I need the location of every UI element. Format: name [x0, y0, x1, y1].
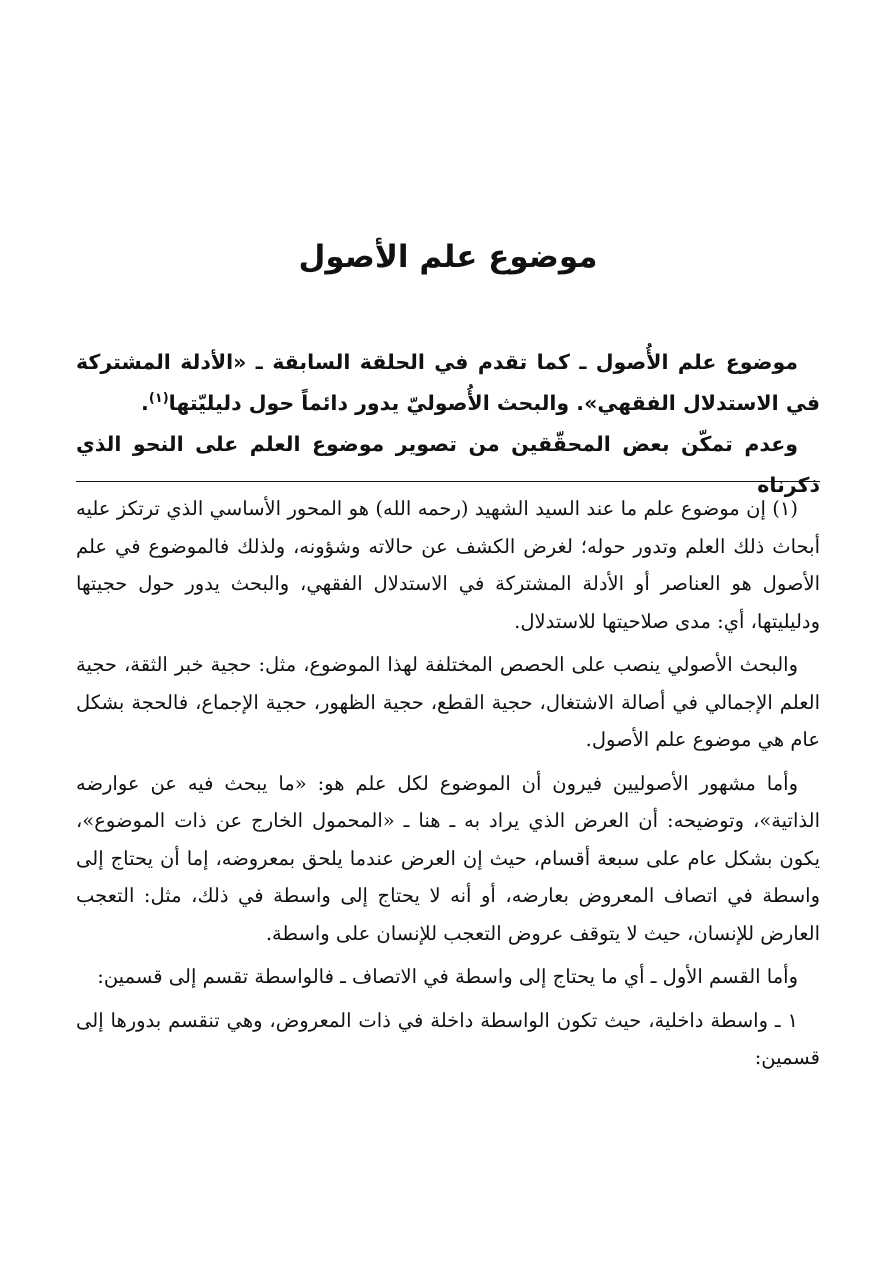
footnote-separator — [76, 481, 820, 482]
footnote-paragraph: والبحث الأصولي ينصب على الحصص المختلفة لهذا الموضوع، مثل: حجية خبر الثقة، حجية العلم الإجمالي في أصالة الاشتغال، حجية القطع، حجية الظهور، حجية الإجماع، فالحجة بشكل عام هي موضوع علم الأصول. — [76, 653, 820, 751]
main-paragraph-text: موضوع علم الأُصول ـ كما تقدم في الحلقة السابقة ـ «الأدلة المشتركة في الاستدلال الفقهي». والبحث الأُصوليّ يدور دائماً حول دليليّتها — [76, 350, 820, 415]
footnotes-section — [76, 490, 820, 1083]
page-title: موضوع علم الأصول — [298, 239, 598, 275]
main-paragraph: وعدم تمكّن بعض المحقّقين من تصوير موضوع العلم على النحو الذي ذكرناه — [76, 432, 820, 497]
footnote-paragraph: وأما القسم الأول ـ أي ما يحتاج إلى واسطة في الاتصاف ـ فالواسطة تقسم إلى قسمين: — [97, 965, 798, 988]
document-page — [76, 0, 820, 1284]
footnote-paragraph: وأما مشهور الأصوليين فيرون أن الموضوع لكل علم هو: «ما يبحث فيه عن عوارضه الذاتية»، وتوضيحه: أن العرض الذي يراد به ـ هنا ـ «المحمول الخارج عن ذات الموضوع»، يكون بشكل عام على سبعة أقسام، حيث إن العرض عندما يلحق بمعروضه، إما أن يحتاج إلى واسطة في اتصاف المعروض بعارضه، أو أنه لا يحتاج إلى واسطة في ذلك، مثل: التعجب العارض للإنسان، حيث لا يتوقف عروض التعجب للإنسان على واسطة. — [76, 771, 820, 945]
footnote-paragraph: ١ ـ واسطة داخلية، حيث تكون الواسطة داخلة في ذات المعروض، وهي تنقسم بدورها إلى قسمين: — [76, 1008, 820, 1069]
main-paragraph-end: . — [141, 391, 149, 415]
main-paragraph — [76, 342, 820, 424]
footnote-reference: (١) — [148, 391, 169, 407]
footnote-paragraph: (١) إن موضوع علم ما عند السيد الشهيد (رحمه الله) هو المحور الأساسي الذي ترتكز عليه أبحاث ذلك العلم وتدور حوله؛ لغرض الكشف عن حالاته وشؤونه، ولذلك فالموضوع في علم الأصول هو العناصر أو الأدلة المشتركة في الاستدلال الفقهي، والبحث يدور حول حجيتها ودليليتها، أي: مدى صلاحيتها للاستدلال. — [76, 497, 820, 633]
